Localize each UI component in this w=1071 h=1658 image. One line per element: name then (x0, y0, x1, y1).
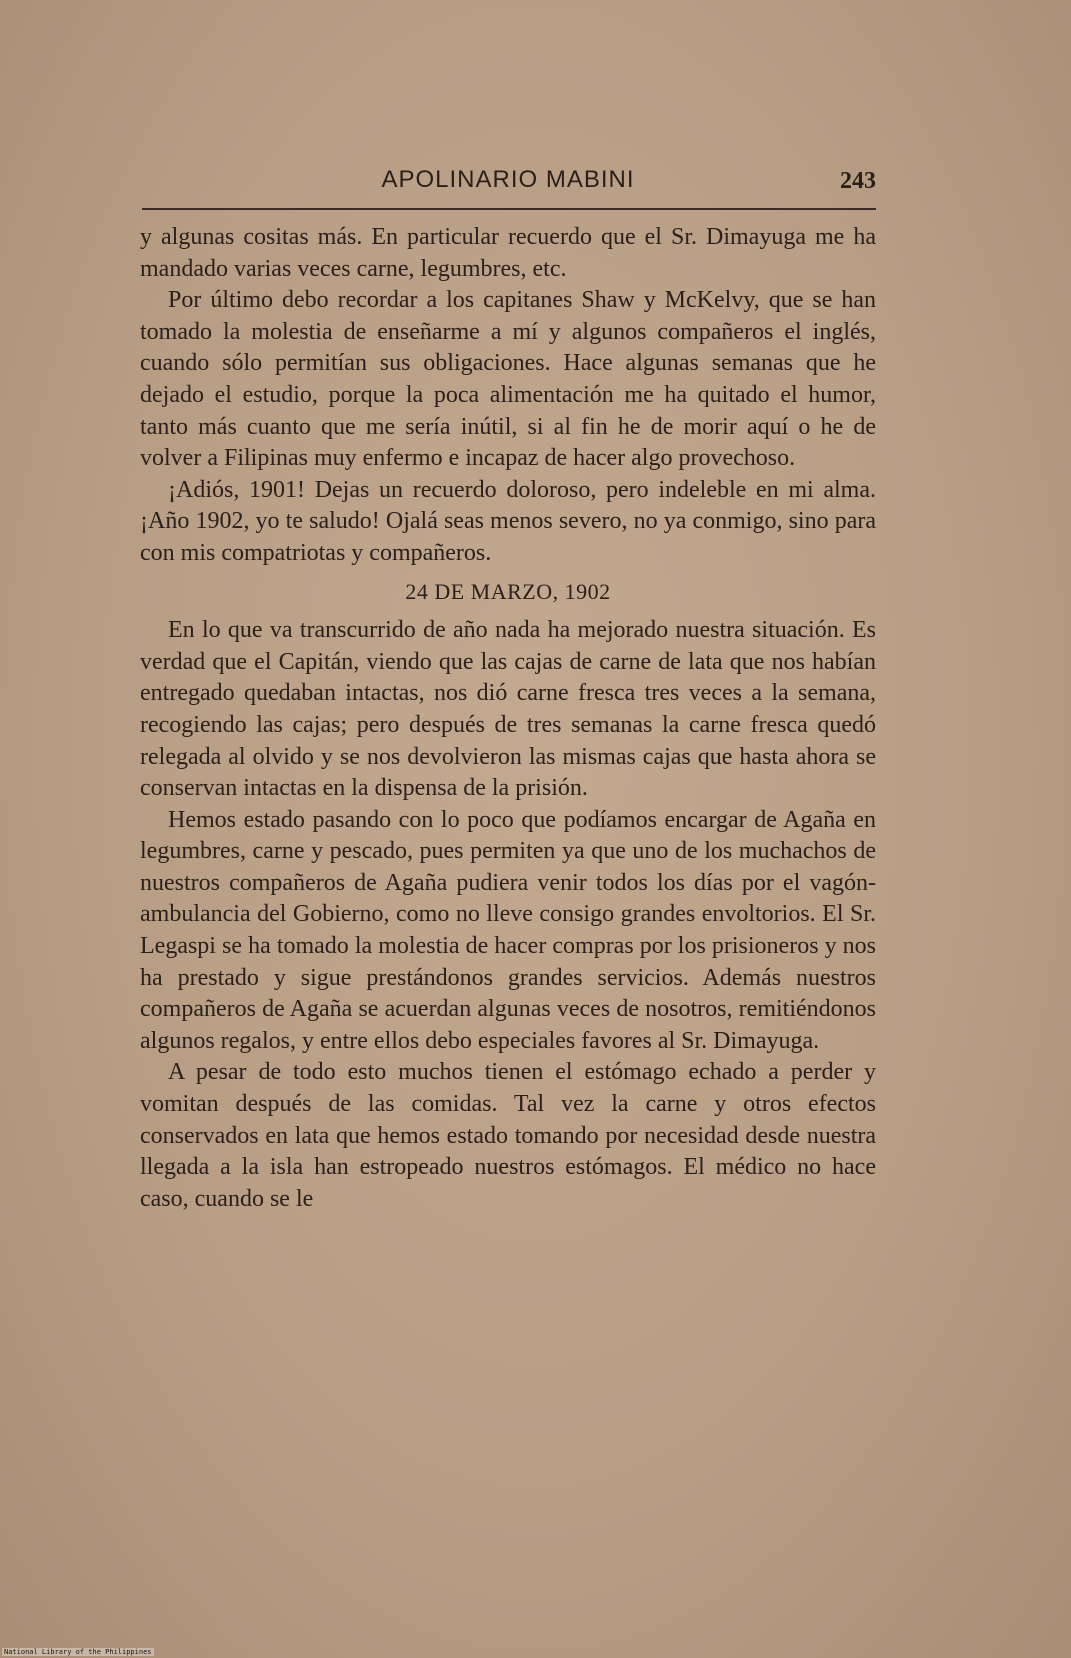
header-rule (142, 208, 876, 210)
running-title: APOLINARIO MABINI (381, 166, 635, 193)
paragraph: A pesar de todo esto muchos tienen el estómago echado a perder y vomitan después de las comidas. Tal vez la carne y otros efectos conservados en lata que hemos estado tomando por necesidad desde nuestra llegada a la isla han estropeado nuestros estómagos. El médico no hace caso, cuando se le (140, 1059, 876, 1212)
body-text (140, 222, 876, 1215)
page-number: 243 (840, 168, 876, 194)
paragraph: ¡Adiós, 1901! Dejas un recuerdo doloroso, pero indeleble en mi alma. ¡Año 1902, yo te saludo! Ojalá seas menos severo, no ya conmigo, sino para con mis compatriotas y compañeros. (140, 476, 876, 566)
paragraph: En lo que va transcurrido de año nada ha mejorado nuestra situación. Es verdad que el Capitán, viendo que las cajas de carne de lata que nos habían entregado quedaban intactas, nos dió carne fresca tres veces a la semana, recogiendo las cajas; pero después de tres semanas la carne fresca quedó relegada al olvido y se nos devolvieron las mismas cajas que hasta ahora se conservan intactas en la dispensa de la prisión. (140, 617, 876, 802)
library-credit: National Library of the Philippines (4, 1648, 152, 1656)
paragraph: Hemos estado pasando con lo poco que podíamos encargar de Agaña en legumbres, carne y pescado, pues permiten ya que uno de los muchachos de nuestros compañeros de Agaña pudiera venir todos los días por el vagón-ambulancia del Gobierno, como no lleve consigo grandes envoltorios. El Sr. Legaspi se ha tomado la molestia de hacer compras por los prisioneros y nos ha prestado y sigue prestándonos grandes servicios. Además nuestros compañeros de Agaña se acuerdan algunas veces de nosotros, remitiéndonos algunos regalos, y entre ellos debo especiales favores al Sr. Dimayuga. (140, 806, 876, 1054)
paragraph-continued: y algunas cositas más. En particular recuerdo que el Sr. Dimayuga me ha mandado varias veces carne, legumbres, etc. (140, 224, 876, 282)
running-head (140, 166, 876, 202)
paragraph: Por último debo recordar a los capitanes Shaw y McKelvy, que se han tomado la molestia de enseñarme a mí y algunos compañeros el inglés, cuando sólo permitían sus obligaciones. Hace algunas semanas que he dejado el estudio, porque la poca alimentación me ha quitado el humor, tanto más cuanto que me sería inútil, si al fin he de morir aquí o he de volver a Filipinas muy enfermo e incapaz de hacer algo provechoso. (140, 287, 876, 472)
section-date-heading: 24 DE MARZO, 1902 (405, 578, 611, 604)
